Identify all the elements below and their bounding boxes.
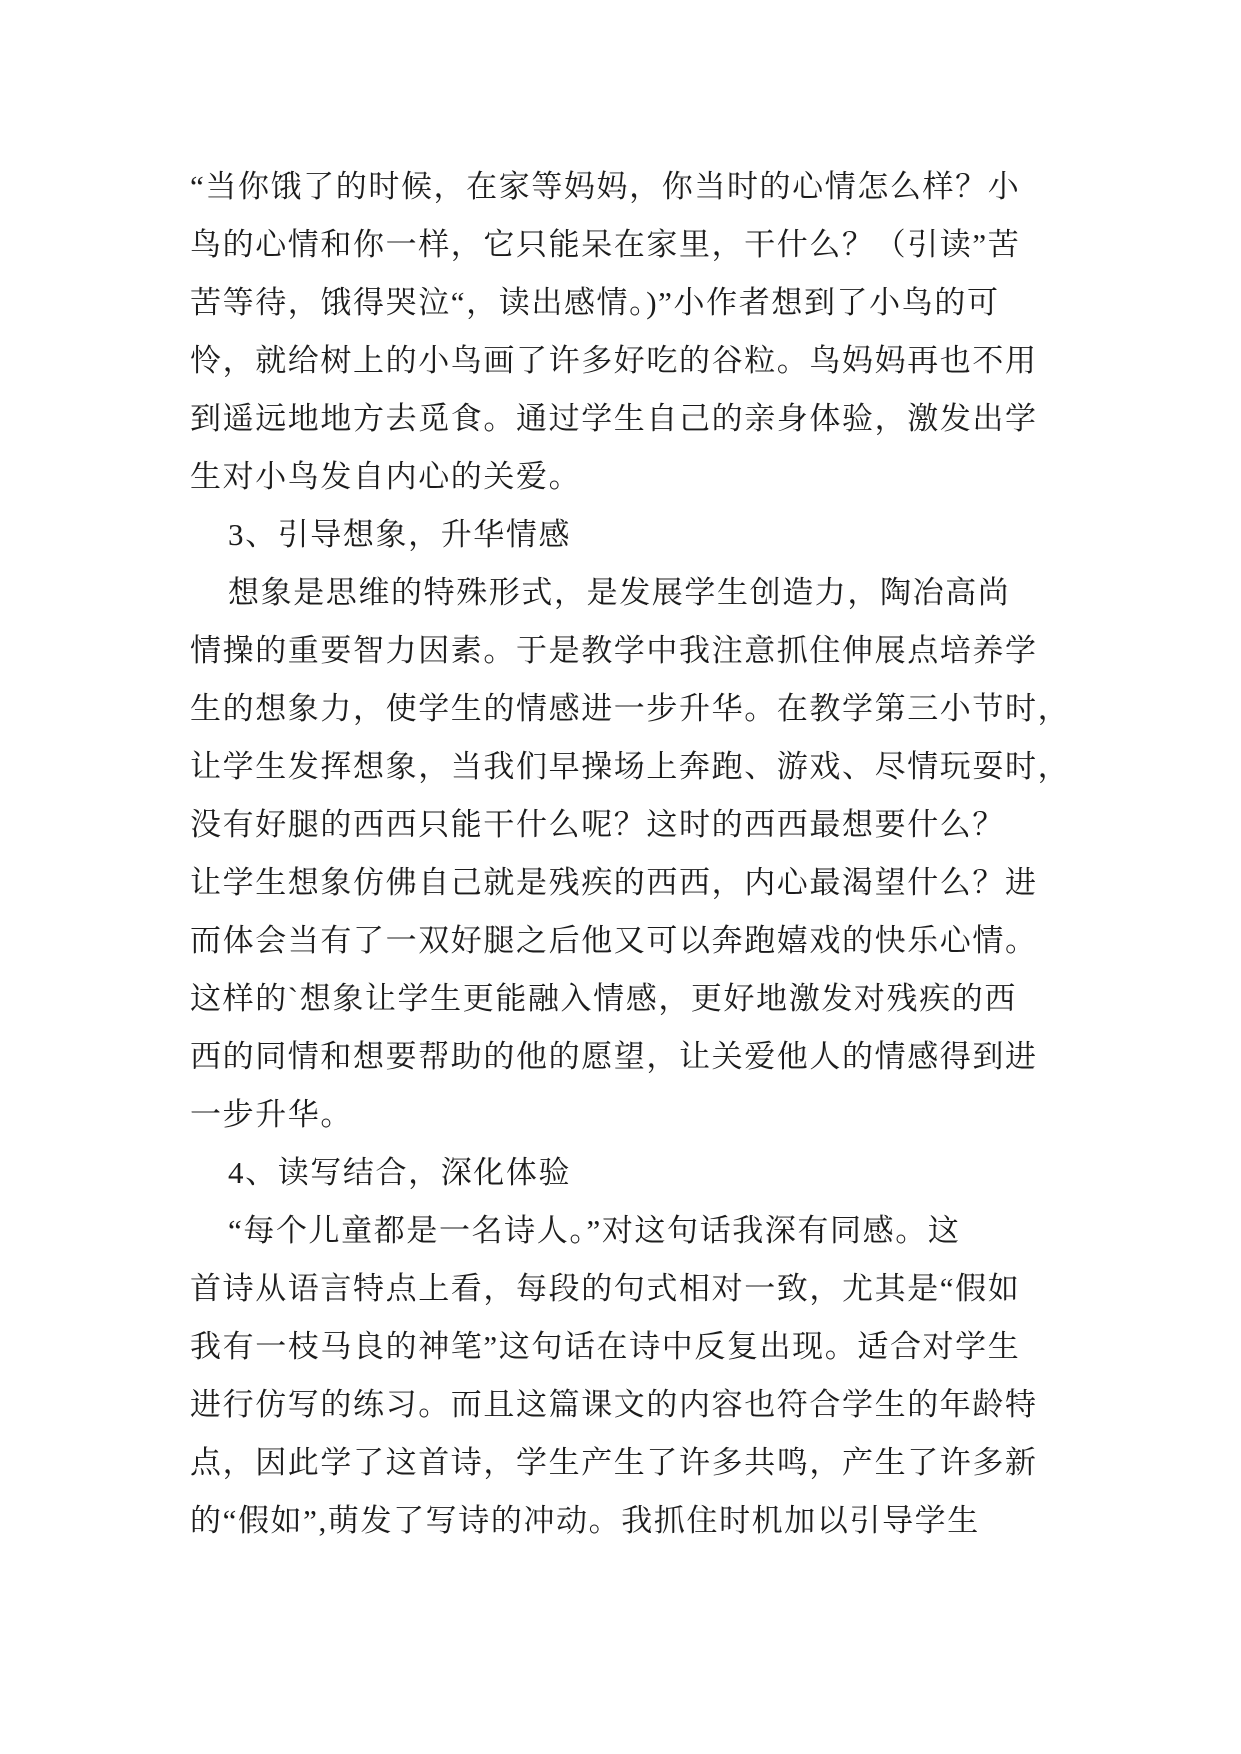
paragraph-line: 这样的`想象让学生更能融入情感，更好地激发对残疾的西 xyxy=(190,981,1017,1016)
paragraph-line: 而体会当有了一双好腿之后他又可以奔跑嬉戏的快乐心情。 xyxy=(190,923,1038,958)
paragraph-line: 想象是思维的特殊形式，是发展学生创造力，陶冶高尚 xyxy=(228,575,1011,610)
paragraph-line: 进行仿写的练习。而且这篇课文的内容也符合学生的年龄特 xyxy=(190,1387,1038,1422)
paragraph-line: 我有一枝马良的神笔”这句话在诗中反复出现。适合对学生 xyxy=(190,1329,1021,1364)
paragraph-line: 生的想象力，使学生的情感进一步升华。在教学第三小节时， xyxy=(190,691,1071,726)
section-heading: 4、读写结合，深化体验 xyxy=(228,1155,572,1190)
section-heading: 3、引导想象，升华情感 xyxy=(228,517,572,552)
paragraph-line: 一步升华。 xyxy=(190,1097,353,1132)
paragraph-line: 让学生发挥想象，当我们早操场上奔跑、游戏、尽情玩耍时， xyxy=(190,749,1071,784)
paragraph-line: 苦等待，饿得哭泣“，读出感情。)”小作者想到了小鸟的可 xyxy=(190,285,1000,320)
paragraph-line: 西的同情和想要帮助的他的愿望，让关爱他人的情感得到进 xyxy=(190,1039,1038,1074)
document-body xyxy=(190,158,1090,1550)
paragraph-line: 让学生想象仿佛自己就是残疾的西西，内心最渴望什么？进 xyxy=(190,865,1038,900)
paragraph-line: 点，因此学了这首诗，学生产生了许多共鸣，产生了许多新 xyxy=(190,1445,1038,1480)
paragraph-line: 情操的重要智力因素。于是教学中我注意抓住伸展点培养学 xyxy=(190,633,1038,668)
paragraph-line: 没有好腿的西西只能干什么呢？这时的西西最想要什么？ xyxy=(190,807,1005,842)
paragraph-line: 鸟的心情和你一样，它只能呆在家里，干什么？（引读”苦 xyxy=(190,227,1021,262)
paragraph-line: “当你饿了的时候，在家等妈妈，你当时的心情怎么样？小 xyxy=(190,169,1021,204)
paragraph-line: 首诗从语言特点上看，每段的句式相对一致，尤其是“假如 xyxy=(190,1271,1021,1306)
paragraph-line: “每个儿童都是一名诗人。”对这句话我深有同感。这 xyxy=(228,1213,961,1248)
paragraph-line: 的“假如”,萌发了写诗的冲动。我抓住时机加以引导学生 xyxy=(190,1503,980,1538)
paragraph-line: 生对小鸟发自内心的关爱。 xyxy=(190,459,582,494)
paragraph-line: 怜，就给树上的小鸟画了许多好吃的谷粒。鸟妈妈再也不用 xyxy=(190,343,1038,378)
paragraph-line: 到遥远地地方去觅食。通过学生自己的亲身体验，激发出学 xyxy=(190,401,1038,436)
